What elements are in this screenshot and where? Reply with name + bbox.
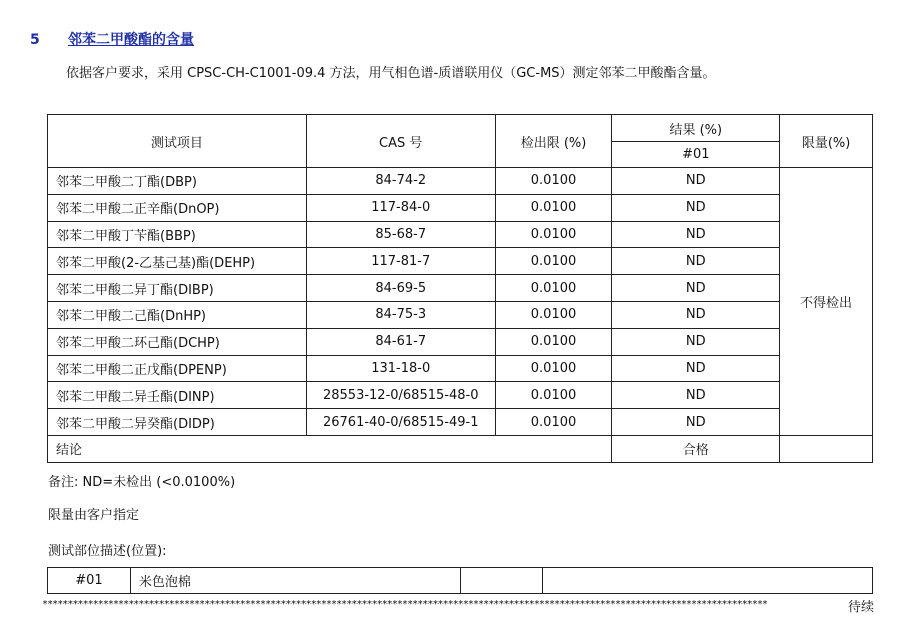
row-test-item: 邻苯二甲酸二异癸酯(DIDP) [48, 409, 307, 436]
table-row [48, 275, 873, 302]
row-test-item: 邻苯二甲酸丁苄酯(BBP) [48, 221, 307, 248]
row-test-item: 邻苯二甲酸二正辛酯(DnOP) [48, 194, 307, 221]
row-test-item: 邻苯二甲酸(2-乙基己基)酯(DEHP) [48, 248, 307, 275]
footer-continued: 待续 [848, 600, 875, 615]
row-mdl: 0.0100 [495, 168, 612, 195]
table-row [48, 301, 873, 328]
conclusion-limit-empty [780, 435, 873, 462]
conclusion-label: 结论 [48, 435, 612, 462]
row-mdl: 0.0100 [495, 275, 612, 302]
row-test-item: 邻苯二甲酸二环己酯(DCHP) [48, 328, 307, 355]
row-mdl: 0.0100 [495, 301, 612, 328]
row-result: ND [612, 301, 780, 328]
part-row [48, 568, 873, 594]
note-part-desc: 测试部位描述(位置): [48, 544, 167, 559]
part-desc: 米色泡棉 [130, 568, 460, 594]
row-test-item: 邻苯二甲酸二丁酯(DBP) [48, 168, 307, 195]
row-cas: 117-84-0 [306, 194, 495, 221]
row-mdl: 0.0100 [495, 328, 612, 355]
conclusion-row [48, 435, 873, 462]
row-cas: 84-74-2 [306, 168, 495, 195]
row-result: ND [612, 168, 780, 195]
row-cas: 84-69-5 [306, 275, 495, 302]
header-sample-id: #01 [612, 142, 780, 168]
row-cas: 85-68-7 [306, 221, 495, 248]
header-test-item: 测试项目 [48, 115, 307, 168]
table-row [48, 168, 873, 195]
note-nd: 备注: ND=未检出 (<0.0100%) [48, 475, 236, 490]
row-result: ND [612, 248, 780, 275]
row-cas: 84-75-3 [306, 301, 495, 328]
row-test-item: 邻苯二甲酸二异壬酯(DINP) [48, 382, 307, 409]
table-row [48, 355, 873, 382]
note-limit: 限量由客户指定 [48, 508, 140, 523]
part-table [47, 567, 873, 594]
row-result: ND [612, 409, 780, 436]
part-empty-desc [543, 568, 873, 594]
row-test-item: 邻苯二甲酸二正戊酯(DPENP) [48, 355, 307, 382]
row-cas: 131-18-0 [306, 355, 495, 382]
row-result: ND [612, 221, 780, 248]
section-intro: 依据客户要求，采用 CPSC-CH-C1001-09.4 方法，用气相色谱-质谱联用仪（GC-MS）测定邻苯二甲酸酯含量。 [66, 66, 716, 81]
section-heading [30, 29, 194, 49]
row-mdl: 0.0100 [495, 221, 612, 248]
row-mdl: 0.0100 [495, 248, 612, 275]
results-table [47, 114, 873, 463]
part-empty-id [460, 568, 543, 594]
table-row [48, 248, 873, 275]
row-mdl: 0.0100 [495, 194, 612, 221]
header-result: 结果 (%) [612, 115, 780, 142]
limit-value: 不得检出 [780, 168, 873, 436]
row-test-item: 邻苯二甲酸二异丁酯(DIBP) [48, 275, 307, 302]
table-row [48, 221, 873, 248]
row-mdl: 0.0100 [495, 382, 612, 409]
header-cas: CAS 号 [306, 115, 495, 168]
header-limit: 限量(%) [780, 115, 873, 168]
header-mdl: 检出限 (%) [495, 115, 612, 168]
row-cas: 84-61-7 [306, 328, 495, 355]
table-row [48, 328, 873, 355]
row-cas: 28553-12-0/68515-48-0 [306, 382, 495, 409]
row-result: ND [612, 194, 780, 221]
row-result: ND [612, 355, 780, 382]
row-test-item: 邻苯二甲酸二己酯(DnHP) [48, 301, 307, 328]
section-number: 5 [30, 32, 40, 48]
row-cas: 26761-40-0/68515-49-1 [306, 409, 495, 436]
row-cas: 117-81-7 [306, 248, 495, 275]
row-result: ND [612, 382, 780, 409]
conclusion-value: 合格 [612, 435, 780, 462]
part-id: #01 [48, 568, 131, 594]
table-row [48, 382, 873, 409]
row-result: ND [612, 328, 780, 355]
table-row [48, 194, 873, 221]
footer-stars: *********************************************************************************************************************************************** [42, 599, 768, 610]
row-mdl: 0.0100 [495, 355, 612, 382]
row-result: ND [612, 275, 780, 302]
table-row [48, 409, 873, 436]
section-title: 邻苯二甲酸酯的含量 [68, 32, 194, 48]
row-mdl: 0.0100 [495, 409, 612, 436]
